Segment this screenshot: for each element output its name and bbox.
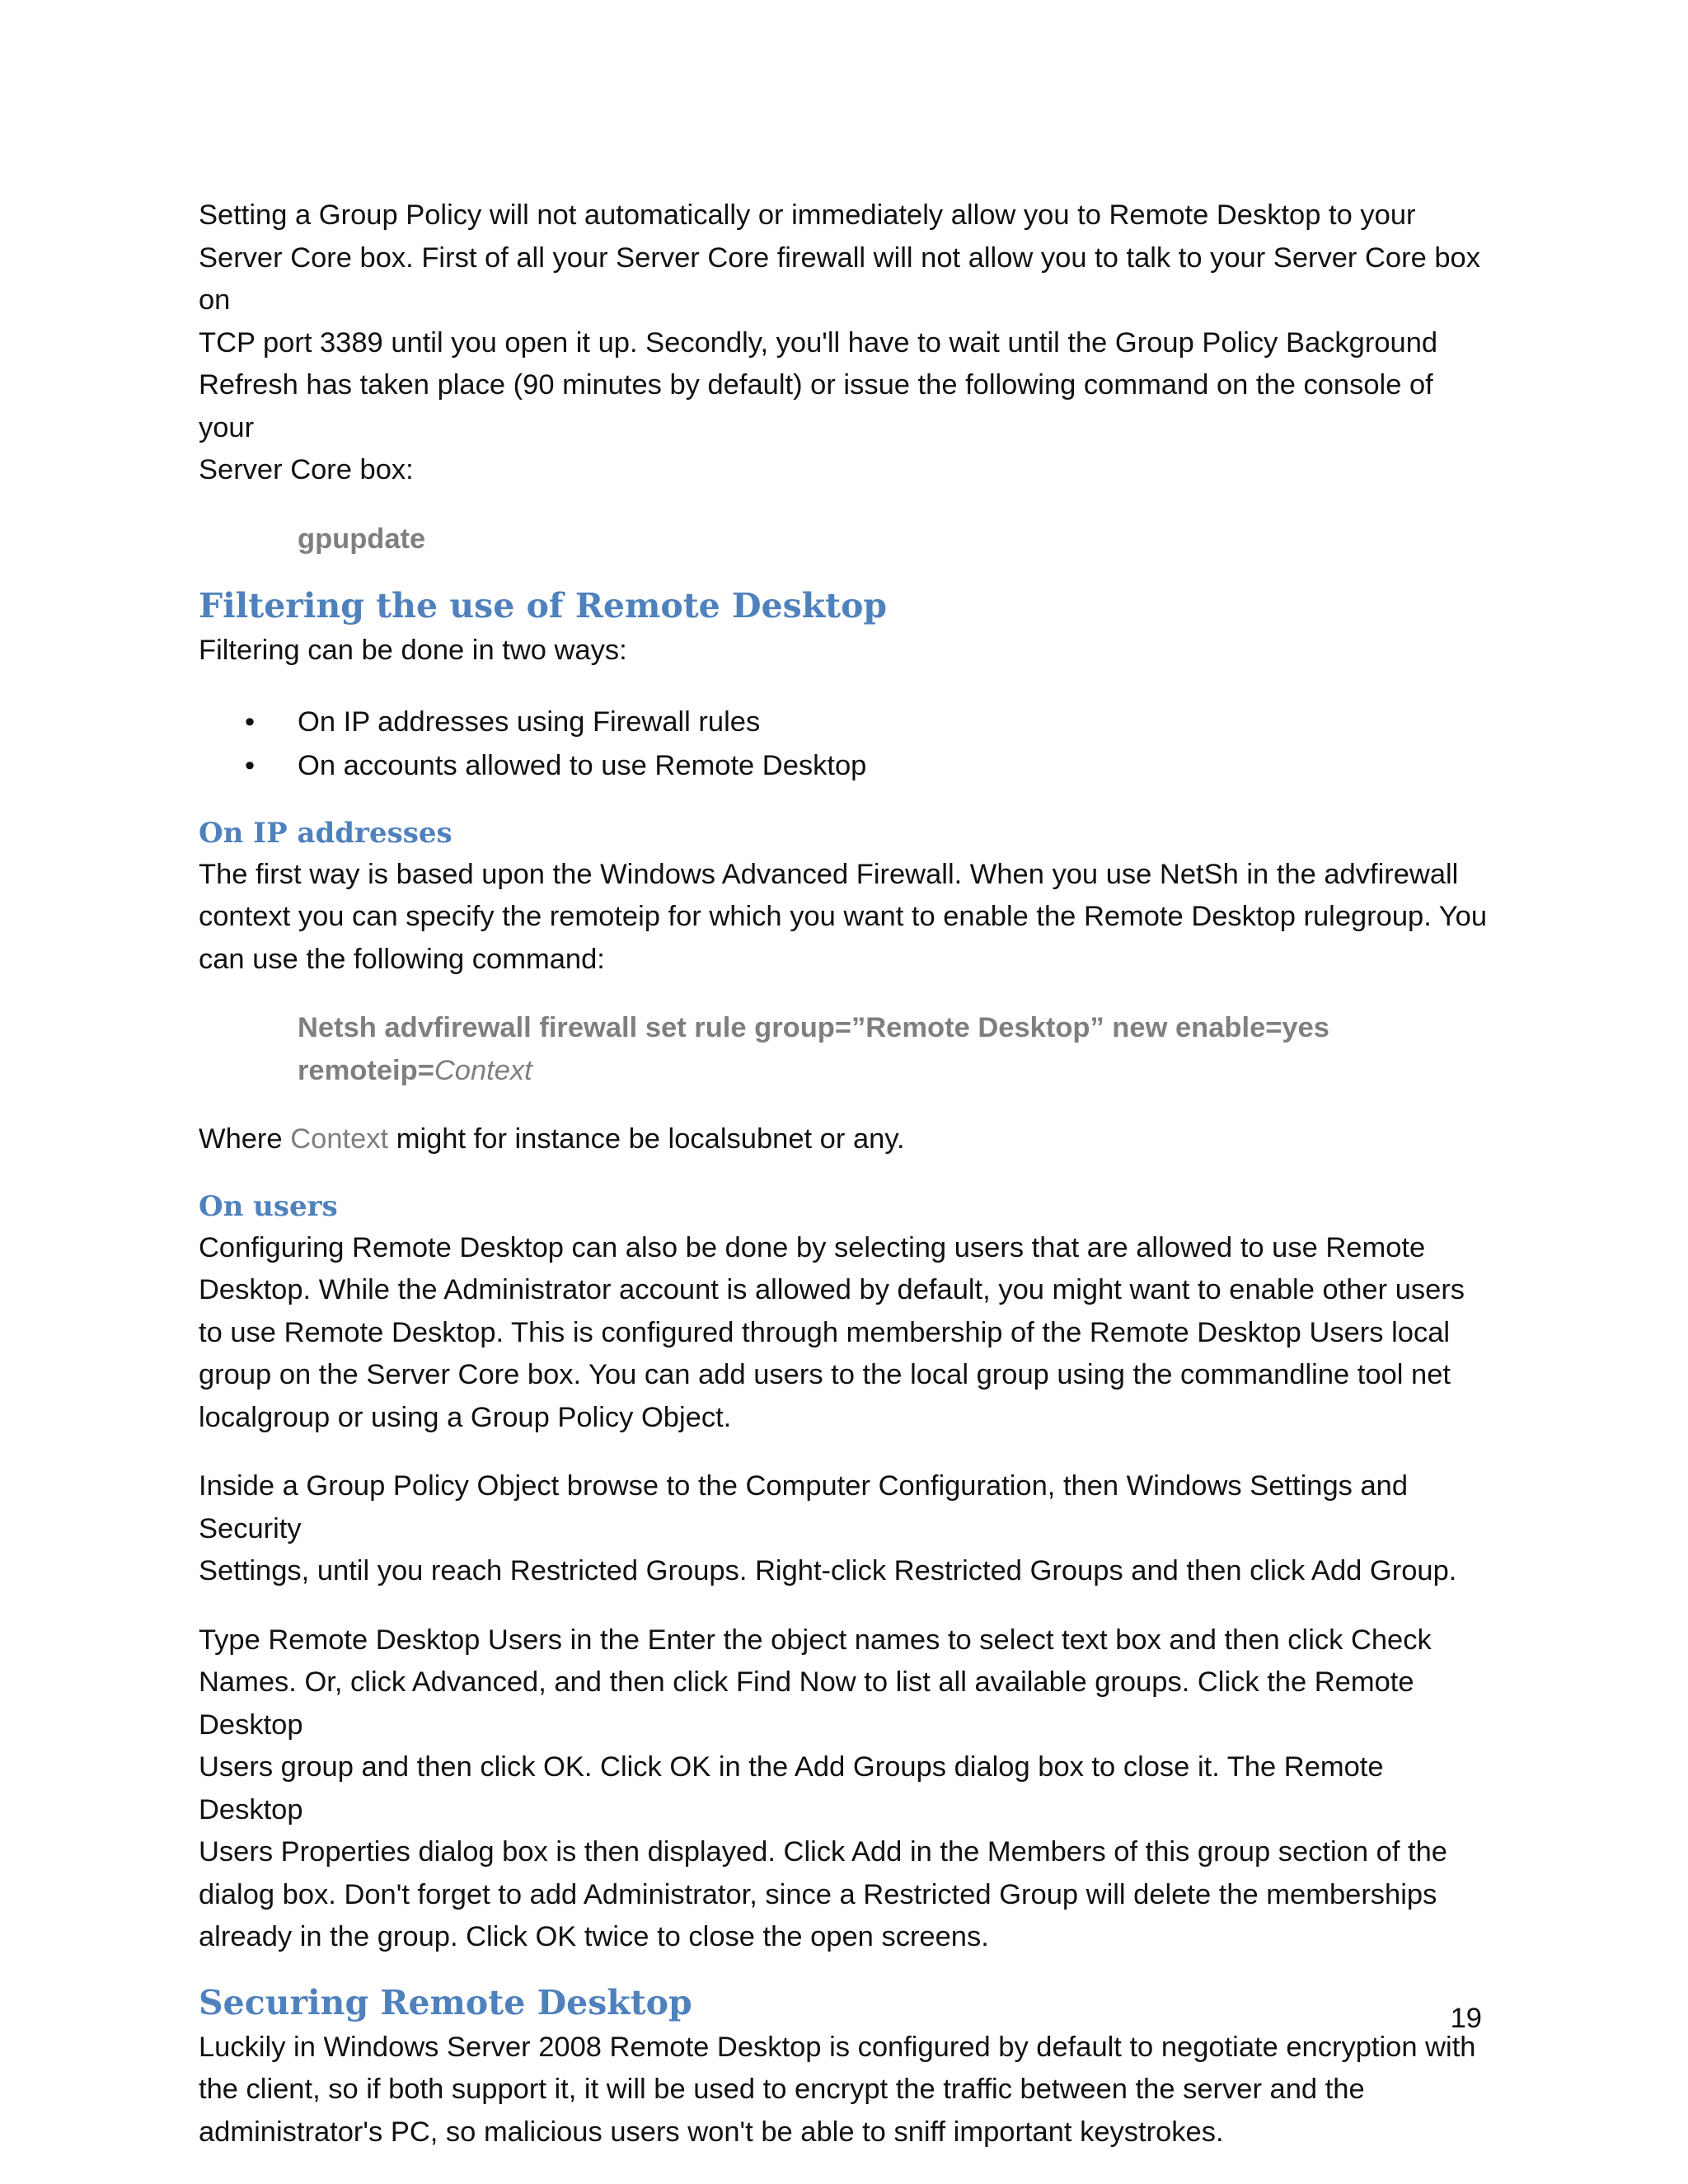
securing-line: Luckily in Windows Server 2008 Remote Desktop is configured by default to negotiate encryption with xyxy=(199,2031,1476,2063)
users-line: Users group and then click OK. Click OK in the Add Groups dialog box to close it. The Remote Desktop xyxy=(199,1751,1384,1825)
netsh-command-remoteip: remoteip= xyxy=(298,1054,434,1086)
netsh-command-context: Context xyxy=(434,1054,532,1086)
heading-on-ip-addresses: On IP addresses xyxy=(199,816,452,850)
securing-line: administrator's PC, so malicious users won't be able to sniff important keystrokes. xyxy=(199,2116,1224,2148)
users-paragraph-3 xyxy=(199,1619,1493,1959)
users-paragraph-2 xyxy=(199,1465,1493,1593)
where-suffix: might for instance be localsubnet or any. xyxy=(396,1123,905,1155)
page-number: 19 xyxy=(1450,2003,1482,2034)
where-context-term: Context xyxy=(290,1123,389,1155)
users-line: Configuring Remote Desktop can also be done by selecting users that are allowed to use Remote xyxy=(199,1231,1426,1263)
securing-paragraph xyxy=(199,2027,1493,2154)
filtering-bullet-list xyxy=(199,701,1493,788)
ip-line: The first way is based upon the Windows Advanced Firewall. When you use NetSh in the advfirewall xyxy=(199,858,1459,890)
users-line: Settings, until you reach Restricted Groups. Right-click Restricted Groups and then click Add Group. xyxy=(199,1555,1457,1586)
securing-line: the client, so if both support it, it will be used to encrypt the traffic between the server and the xyxy=(199,2074,1365,2105)
gpupdate-command: gpupdate xyxy=(298,523,426,555)
document-page xyxy=(199,194,1493,2154)
users-line: Names. Or, click Advanced, and then click Find Now to list all available groups. Click the Remote Desktop xyxy=(199,1666,1414,1741)
where-context-sentence xyxy=(199,1118,1493,1161)
users-line: Users Properties dialog box is then displayed. Click Add in the Members of this group section of the xyxy=(199,1836,1447,1868)
intro-line: TCP port 3389 until you open it up. Secondly, you'll have to wait until the Group Policy Background xyxy=(199,326,1438,359)
netsh-command-line1: Netsh advfirewall firewall set rule group=”Remote Desktop” new enable=yes xyxy=(298,1012,1329,1043)
list-item xyxy=(199,744,1493,788)
filtering-intro: Filtering can be done in two ways: xyxy=(199,635,627,666)
list-item-text: On accounts allowed to use Remote Desktop xyxy=(298,749,867,781)
ip-line: can use the following command: xyxy=(199,943,605,975)
bullet-icon: • xyxy=(245,749,256,781)
bullet-icon: • xyxy=(245,705,256,738)
intro-paragraph xyxy=(199,194,1493,492)
heading-on-users: On users xyxy=(199,1189,338,1223)
list-item-text: On IP addresses using Firewall rules xyxy=(298,705,761,738)
ip-paragraph xyxy=(199,854,1493,982)
intro-line: Refresh has taken place (90 minutes by default) or issue the following command on the console of your xyxy=(199,369,1433,443)
list-item xyxy=(199,701,1493,744)
users-line: group on the Server Core box. You can add users to the local group using the commandline tool net xyxy=(199,1359,1451,1390)
heading-securing: Securing Remote Desktop xyxy=(199,1982,692,2022)
ip-line: context you can specify the remoteip for which you want to enable the Remote Desktop rulegroup. You xyxy=(199,901,1488,932)
heading-filtering: Filtering the use of Remote Desktop xyxy=(199,586,888,626)
intro-line: Server Core box: xyxy=(199,454,414,485)
users-line: to use Remote Desktop. This is configured through membership of the Remote Desktop Users local xyxy=(199,1316,1451,1348)
intro-line: Server Core box. First of all your Server Core firewall will not allow you to talk to your Server Core box on xyxy=(199,241,1480,316)
intro-line: Setting a Group Policy will not automatically or immediately allow you to Remote Desktop to your xyxy=(199,199,1416,231)
users-paragraph-1 xyxy=(199,1227,1493,1440)
users-line: Desktop. While the Administrator account is allowed by default, you might want to enable other users xyxy=(199,1274,1465,1305)
users-line: already in the group. Click OK twice to close the open screens. xyxy=(199,1921,989,1952)
users-line: Type Remote Desktop Users in the Enter the object names to select text box and then click Check xyxy=(199,1624,1432,1656)
netsh-command xyxy=(298,1007,1493,1092)
users-line: dialog box. Don't forget to add Administrator, since a Restricted Group will delete the memberships xyxy=(199,1878,1437,1910)
users-line: Inside a Group Policy Object browse to the Computer Configuration, then Windows Settings and Security xyxy=(199,1470,1409,1544)
where-prefix: Where xyxy=(199,1123,283,1155)
users-line: localgroup or using a Group Policy Object. xyxy=(199,1401,732,1433)
